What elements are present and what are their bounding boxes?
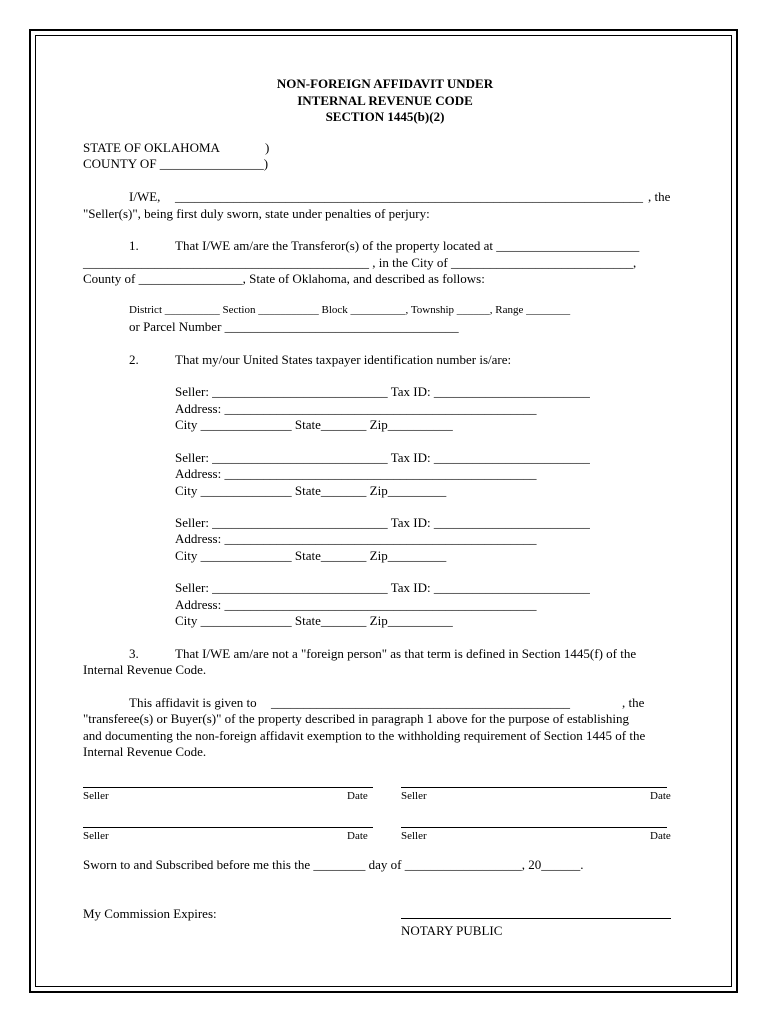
seller-4-taxid-field[interactable]: Seller: ___________________________ Tax ID: ________________________ <box>175 580 590 595</box>
para3-number: 3. <box>129 646 139 661</box>
transferee-field[interactable]: ______________________________________________ <box>271 695 570 710</box>
seller-4-address-field[interactable]: Address: ________________________________________________ <box>175 597 537 612</box>
seller-signature-line[interactable] <box>83 787 373 788</box>
city-field[interactable]: ____________________________________________ , in the City of ____________________________, <box>83 255 637 270</box>
seller-names-field[interactable]: ________________________________________________________________________ <box>175 189 643 204</box>
state-label: STATE OF OKLAHOMA <box>83 140 220 155</box>
title-line-1: NON-FOREIGN AFFIDAVIT UNDER <box>276 76 494 91</box>
county-description-field[interactable]: County of ________________, State of Oklahoma, and described as follows: <box>83 271 485 286</box>
date-label: Date <box>650 830 671 842</box>
seller-signature-label: Seller <box>401 790 427 802</box>
affidavit-line-4: Internal Revenue Code. <box>83 744 207 759</box>
seller-4-city-field[interactable]: City ______________ State_______ Zip__________ <box>175 613 453 628</box>
affidavit-tail: , the <box>622 695 645 710</box>
property-location-field[interactable]: That I/WE am/are the Transferor(s) of the property located at ______________________ <box>175 238 640 253</box>
date-label: Date <box>347 790 368 802</box>
seller-signature-line[interactable] <box>401 787 667 788</box>
seller-signature-label: Seller <box>401 830 427 842</box>
title-line-3: SECTION 1445(b)(2) <box>325 109 445 124</box>
seller-signature-line[interactable] <box>83 827 373 828</box>
seller-2-address-field[interactable]: Address: ________________________________________________ <box>175 466 537 481</box>
para2-text: That my/our United States taxpayer identification number is/are: <box>175 352 512 367</box>
intro-lead: I/WE, <box>129 189 161 204</box>
seller-signature-label: Seller <box>83 830 109 842</box>
sworn-statement-field[interactable]: Sworn to and Subscribed before me this the ________ day of __________________, 20______. <box>83 857 584 872</box>
date-label: Date <box>347 830 368 842</box>
seller-3-city-field[interactable]: City ______________ State_______ Zip_________ <box>175 548 447 563</box>
commission-expires-label: My Commission Expires: <box>83 906 217 921</box>
seller-3-taxid-field[interactable]: Seller: ___________________________ Tax ID: ________________________ <box>175 515 590 530</box>
para3-line-2: Internal Revenue Code. <box>83 662 207 677</box>
title-line-2: INTERNAL REVENUE CODE <box>297 93 473 108</box>
county-field[interactable]: COUNTY OF ________________) <box>83 156 269 171</box>
date-label: Date <box>650 790 671 802</box>
seller-3-address-field[interactable]: Address: ________________________________________________ <box>175 531 537 546</box>
intro-tail: , the <box>648 189 671 204</box>
affidavit-lead: This affidavit is given to <box>129 695 257 710</box>
seller-1-city-field[interactable]: City ______________ State_______ Zip__________ <box>175 417 453 432</box>
page-border-inner <box>35 35 732 987</box>
legal-description-field[interactable]: District __________ Section ___________ Block __________, Township ______, Range ________ <box>129 304 571 316</box>
state-paren: ) <box>265 140 270 155</box>
seller-2-city-field[interactable]: City ______________ State_______ Zip_________ <box>175 483 447 498</box>
para2-number: 2. <box>129 352 139 367</box>
seller-signature-label: Seller <box>83 790 109 802</box>
para3-line-1: That I/WE am/are not a "foreign person" as that term is defined in Section 1445(f) of the <box>175 646 637 661</box>
seller-2-taxid-field[interactable]: Seller: ___________________________ Tax ID: ________________________ <box>175 450 590 465</box>
affidavit-line-2: "transferee(s) or Buyer(s)" of the property described in paragraph 1 above for the purpose of establishing <box>83 711 629 726</box>
para1-number: 1. <box>129 238 139 253</box>
parcel-number-field[interactable]: or Parcel Number ____________________________________ <box>129 319 459 334</box>
seller-1-address-field[interactable]: Address: ________________________________________________ <box>175 401 537 416</box>
seller-signature-line[interactable] <box>401 827 667 828</box>
affidavit-line-3: and documenting the non-foreign affidavit exemption to the withholding requirement of Section 1445 of the <box>83 728 646 743</box>
notary-public-label: NOTARY PUBLIC <box>401 923 503 938</box>
notary-signature-line[interactable] <box>401 918 671 919</box>
seller-1-taxid-field[interactable]: Seller: ___________________________ Tax ID: ________________________ <box>175 384 590 399</box>
intro-line-2: "Seller(s)", being first duly sworn, state under penalties of perjury: <box>83 206 430 221</box>
